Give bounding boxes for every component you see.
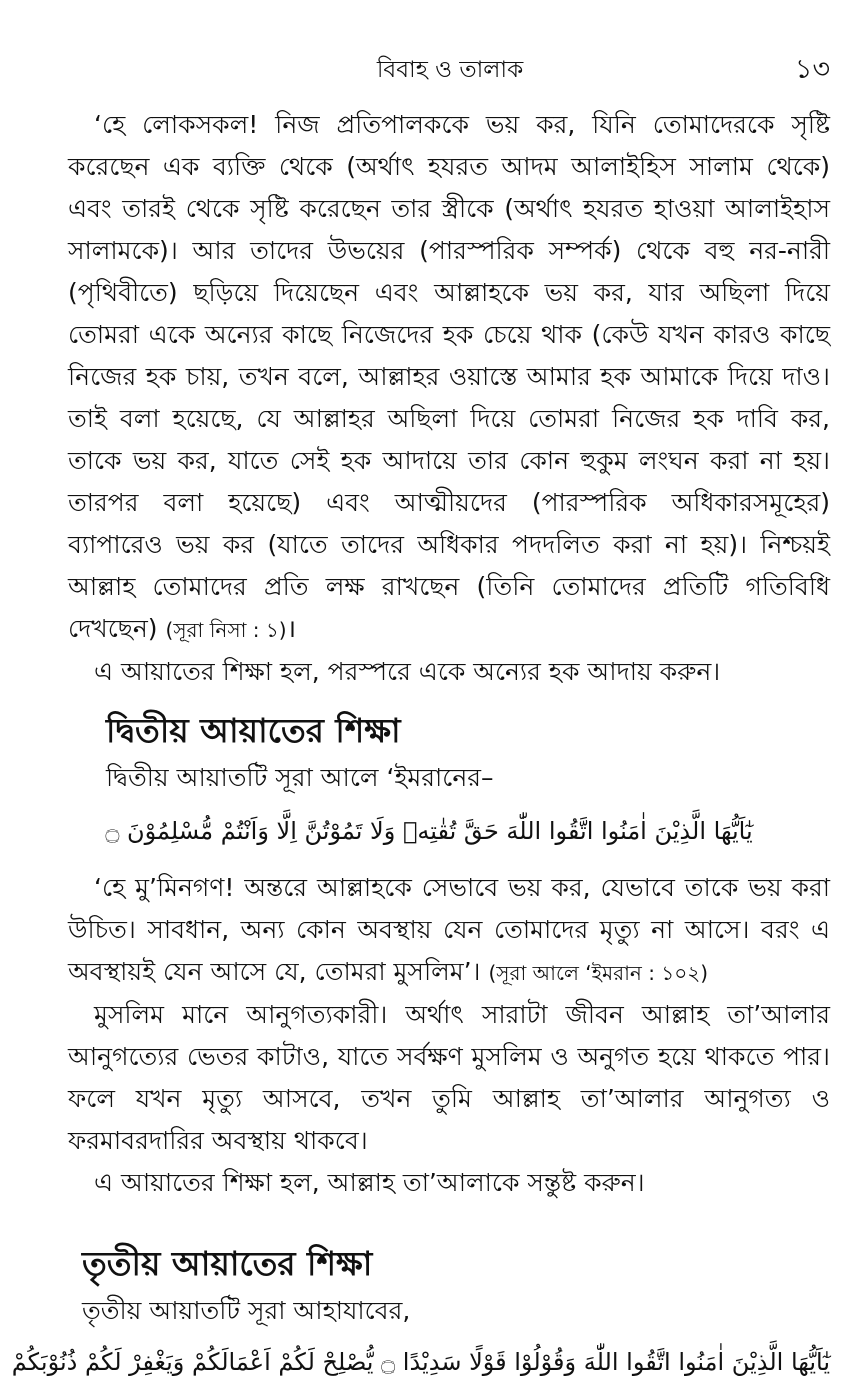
verse-translation-paragraph — [68, 104, 830, 651]
verse-reference-second: (সূরা আলে ‘ইমরান : ১০২) — [488, 961, 709, 985]
lesson-text: এ আয়াতের শিক্ষা হল, পরস্পরে একে অন্যের হক আদায় করুন। — [94, 657, 721, 686]
section-intro-second: দ্বিতীয় আয়াতটি সূরা আলে ‘ইমরানের– — [106, 763, 494, 792]
section-intro-third: তৃতীয় আয়াতটি সূরা আহাযাবের, — [82, 1296, 411, 1325]
lesson-text-second: এ আয়াতের শিক্ষা হল, আল্লাহ তা’আলাকে সন্তুষ্ট করুন। — [94, 1168, 645, 1197]
header-title: বিবাহ ও তালাক — [376, 57, 524, 83]
verse-translation-second — [68, 867, 830, 994]
running-header — [70, 50, 830, 90]
page-body — [11, 104, 830, 1388]
translation-text-second: ‘হে মু’মিনগণ! অন্তরে আল্লাহকে সেভাবে ভয় কর, যেভাবে তাকে ভয় করা উচিত। সাবধান, অন্য কোন অবস্থায় যেন তোমাদের মৃত্যু না আসে। বরং এ অবস্থায়ই যেন আসে যে, তোমরা মুসলিম’। — [68, 873, 830, 986]
sentence-end: । — [286, 614, 297, 643]
arabic-verse-second: يٰٓاَيُّهَا الَّذِيْنَ اٰمَنُوا اتَّقُوا اللّٰهَ حَقَّ تُقٰتِهٖ وَلَا تَمُوْتُنَّ اِلَّا وَاَنْتُمْ مُّسْلِمُوْنَ ۝ — [105, 817, 753, 845]
arabic-verse-third: يٰٓاَيُّهَا الَّذِيْنَ اٰمَنُوا اتَّقُوا اللّٰهَ وَقُوْلُوْا قَوْلًا سَدِيْدًا ۝ يُّصْلِحْ لَكُمْ اَعْمَالَكُمْ وَيَغْفِرْ لَكُمْ ذُنُوْبَكُمْ — [11, 1348, 830, 1376]
section-heading-third: তৃতীয় আয়াতের শিক্ষা — [82, 1244, 373, 1283]
verse-translation-text: ‘হে লোকসকল! নিজ প্রতিপালককে ভয় কর, যিনি তোমাদেরকে সৃষ্টি করেছেন এক ব্যক্তি থেকে (অর্থাৎ হযরত আদম আলাইহিস সালাম থেকে) এবং তারই থেকে সৃষ্টি করেছেন তার স্ত্রীকে (অর্থাৎ হযরত হাওয়া আলাইহাস সালামকে)। আর তাদের উভয়ের (পারস্পরিক সম্পর্ক) থেকে বহু নর-নারী (পৃথিবীতে) ছড়িয়ে দিয়েছেন এবং আল্লাহকে ভয় কর, যার অছিলা দিয়ে তোমরা একে অন্যের কাছে নিজেদের হক চেয়ে থাক (কেউ যখন কারও কাছে নিজের হক চায়, তখন বলে, আল্লাহর ওয়াস্তে আমার হক আমাকে দিয়ে দাও। তাই বলা হয়েছে, যে আল্লাহর অছিলা দিয়ে তোমরা নিজের হক দাবি কর, তাকে ভয় কর, যাতে সেই হক আদায়ে তার কোন হুকুম লংঘন করা না হয়। তারপর বলা হয়েছে) এবং আত্মীয়দের (পারস্পরিক অধিকারসমূহের) ব্যাপারেও ভয় কর (যাতে তাদের অধিকার পদদলিত করা না হয়)। নিশ্চয়ই আল্লাহ তোমাদের প্রতি লক্ষ রাখছেন (তিনি তোমাদের প্রতিটি গতিবিধি দেখছেন) — [68, 110, 830, 643]
section-heading-second: দ্বিতীয় আয়াতের শিক্ষা — [106, 711, 401, 750]
page-number: ১৩ — [794, 54, 830, 85]
verse-reference: (সূরা নিসা : ১) — [165, 618, 287, 642]
explanation-text: মুসলিম মানে আনুগত্যকারী। অর্থাৎ সারাটা জীবন আল্লাহ তা’আলার আনুগত্যের ভেতর কাটাও, যাতে সর্বক্ষণ মুসলিম ও অনুগত হয়ে থাকতে পার। ফলে যখন মৃত্যু আসবে, তখন তুমি আল্লাহ তা’আলার আনুগত্য ও ফরমাবরদারির অবস্থায় থাকবে। — [68, 1000, 830, 1155]
